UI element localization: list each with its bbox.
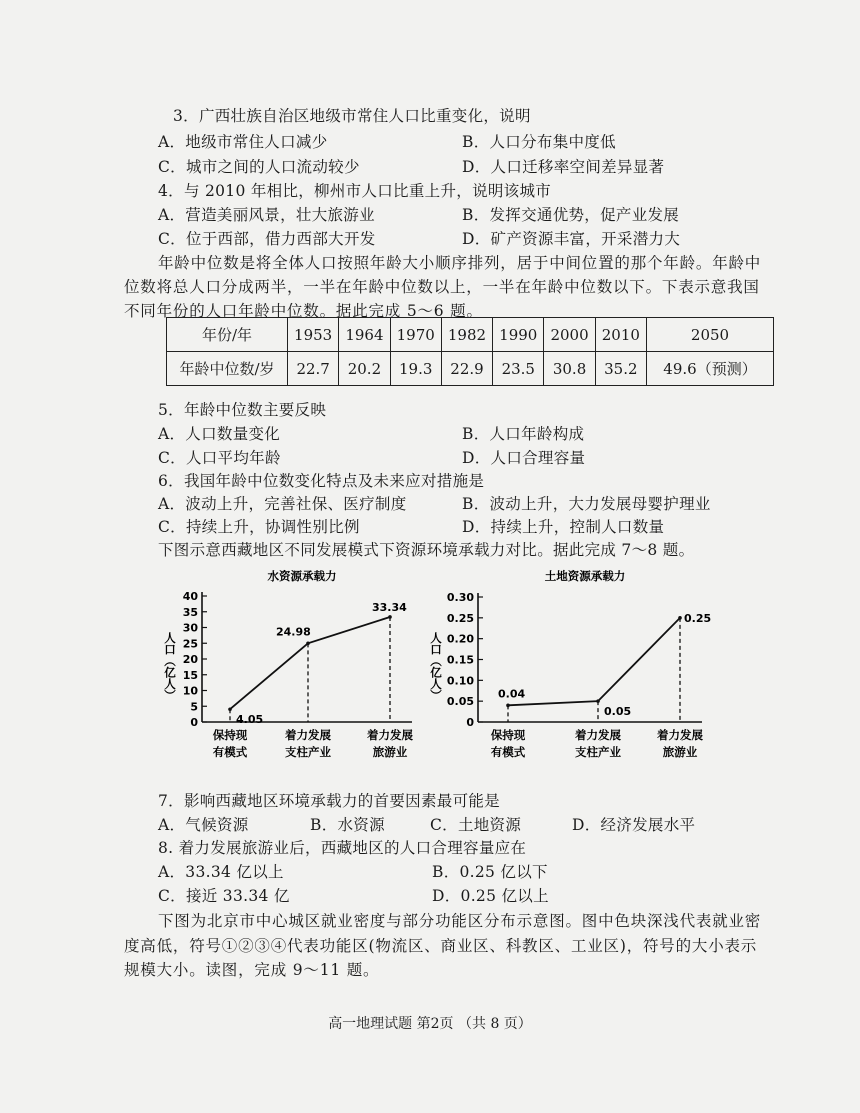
- table-header-year: 年份/年: [167, 318, 288, 352]
- q3-option-b: B．人口分布集中度低: [462, 133, 616, 151]
- q6-option-b: B．波动上升，大力发展母婴护理业: [462, 495, 711, 513]
- x-tick-label: 支柱产业: [285, 745, 331, 759]
- series-line: [508, 618, 680, 706]
- q5-option-a: A．人口数量变化: [158, 425, 281, 443]
- intro3-line2: 度高低，符号①②③④代表功能区(物流区、商业区、科教区、工业区)，符号的大小表示: [124, 937, 758, 955]
- table-cell: 1964: [339, 318, 390, 352]
- chart-title: 水资源承载力: [267, 569, 337, 583]
- table-cell: 2010: [595, 318, 646, 352]
- q6-option-a: A．波动上升，完善社保、医疗制度: [158, 495, 407, 513]
- x-tick-label: 着力发展: [657, 728, 703, 742]
- q5-option-c: C．人口平均年龄: [158, 449, 281, 467]
- y-tick-label: 30: [182, 621, 198, 635]
- q4-stem: 4．与 2010 年相比，柳州市人口比重上升，说明该城市: [158, 182, 552, 200]
- q8-option-c: C．接近 33.34 亿: [158, 887, 290, 905]
- q5-stem: 5．年龄中位数主要反映: [158, 401, 327, 419]
- q6-stem: 6．我国年龄中位数变化特点及未来应对措施是: [158, 472, 485, 490]
- x-tick-label: 着力发展: [285, 728, 331, 742]
- age-median-table: [166, 317, 774, 386]
- table-cell: 2000: [544, 318, 595, 352]
- data-label: 0.04: [498, 687, 526, 701]
- table-cell: 2050: [647, 318, 774, 352]
- intro3-line1: 下图为北京市中心城区就业密度与部分功能区分布示意图。图中色块深浅代表就业密: [158, 912, 762, 930]
- y-tick-label: 0.20: [446, 632, 474, 646]
- q4-option-d: D．矿产资源丰富，开采潜力大: [462, 230, 681, 248]
- table-cell: 19.3: [390, 352, 441, 386]
- intro3-line3: 规模大小。读图，完成 9～11 题。: [124, 961, 380, 979]
- intro1-line3: 不同年份的人口年龄中位数。据此完成 5～6 题。: [124, 302, 483, 320]
- table-cell: 49.6（预测）: [647, 352, 774, 386]
- data-label: 0.05: [604, 705, 632, 719]
- y-tick-label: 0.15: [446, 653, 474, 667]
- table-cell: 22.9: [441, 352, 492, 386]
- q3-option-a: A．地级市常住人口减少: [158, 133, 328, 151]
- y-tick-label: 40: [182, 590, 198, 603]
- y-axis-label: 人口（亿人）: [429, 632, 443, 701]
- data-point: [306, 642, 310, 646]
- data-point: [596, 699, 600, 703]
- x-tick-label: 旅游业: [662, 745, 698, 759]
- q8-option-d: D．0.25 亿以上: [432, 887, 549, 905]
- x-tick-label: 着力发展: [367, 728, 413, 742]
- chart-title: 土地资源承载力: [544, 569, 626, 583]
- y-axis-label: 人口（亿人）: [163, 632, 177, 701]
- table-cell: 30.8: [544, 352, 595, 386]
- q6-option-c: C．持续上升，协调性别比例: [158, 518, 360, 536]
- table-cell: 23.5: [493, 352, 544, 386]
- table-cell: 1953: [288, 318, 339, 352]
- table-cell: 20.2: [339, 352, 390, 386]
- y-tick-label: 0: [466, 716, 474, 729]
- data-label: 0.25: [684, 611, 712, 625]
- q8-option-b: B．0.25 亿以下: [432, 863, 548, 881]
- y-tick-label: 0.25: [446, 611, 474, 625]
- x-tick-label: 旅游业: [372, 745, 408, 759]
- table-cell: 1970: [390, 318, 441, 352]
- intro2: 下图示意西藏地区不同发展模式下资源环境承载力对比。据此完成 7～8 题。: [158, 541, 695, 559]
- data-point: [678, 616, 682, 620]
- q4-option-a: A．营造美丽风景，壮大旅游业: [158, 206, 375, 224]
- q3-option-d: D．人口迁移率空间差异显著: [462, 158, 665, 176]
- q7-option-a: A．气候资源: [158, 816, 249, 834]
- intro1-line1: 年龄中位数是将全体人口按照年龄大小顺序排列，居于中间位置的那个年龄。年龄中: [158, 254, 762, 272]
- table-cell: 1990: [493, 318, 544, 352]
- q6-option-d: D．持续上升，控制人口数量: [462, 518, 665, 536]
- table-row-values: [167, 352, 774, 386]
- table-cell: 35.2: [595, 352, 646, 386]
- x-tick-label: 有模式: [212, 745, 248, 759]
- q7-option-c: C．土地资源: [430, 816, 522, 834]
- x-tick-label: 保持现: [490, 728, 526, 742]
- y-tick-label: 0.10: [446, 674, 474, 688]
- x-tick-label: 保持现: [212, 728, 248, 742]
- y-tick-label: 0: [190, 716, 198, 729]
- q3-option-c: C．城市之间的人口流动较少: [158, 158, 360, 176]
- table-header-median: 年龄中位数/岁: [167, 352, 288, 386]
- q7-option-d: D．经济发展水平: [572, 816, 696, 834]
- x-tick-label: 着力发展: [575, 728, 621, 742]
- data-point: [388, 615, 392, 619]
- data-label: 33.34: [372, 600, 407, 614]
- q7-option-b: B．水资源: [310, 816, 385, 834]
- intro1-line2: 位数将总人口分成两半，一半在年龄中位数以上，一半在年龄中位数以下。下表示意我国: [124, 278, 760, 296]
- q3-stem: 3．广西壮族自治区地级市常住人口比重变化，说明: [173, 107, 531, 125]
- y-tick-label: 0.05: [446, 695, 474, 709]
- data-point: [228, 707, 232, 711]
- q8-option-a: A．33.34 亿以上: [158, 863, 284, 881]
- q5-option-d: D．人口合理容量: [462, 449, 586, 467]
- q8-stem: 8. 着力发展旅游业后，西藏地区的人口合理容量应在: [158, 839, 527, 857]
- y-tick-label: 5: [190, 700, 198, 714]
- water-capacity-chart: [150, 566, 420, 776]
- q5-option-b: B．人口年龄构成: [462, 425, 585, 443]
- data-label: 4.05: [236, 713, 264, 727]
- q4-option-b: B．发挥交通优势，促产业发展: [462, 206, 680, 224]
- x-tick-label: 有模式: [490, 745, 526, 759]
- y-tick-label: 25: [182, 637, 198, 651]
- x-tick-label: 支柱产业: [575, 745, 621, 759]
- y-tick-label: 35: [182, 605, 198, 619]
- y-tick-label: 15: [182, 668, 198, 682]
- y-tick-label: 10: [182, 684, 198, 698]
- y-tick-label: 20: [182, 653, 198, 666]
- table-cell: 22.7: [288, 352, 339, 386]
- data-point: [506, 704, 510, 708]
- data-label: 24.98: [276, 625, 311, 639]
- q7-stem: 7．影响西藏地区环境承载力的首要因素最可能是: [158, 792, 500, 810]
- y-tick-label: 0.30: [446, 591, 474, 604]
- table-row-years: [167, 318, 774, 352]
- page-footer: 高一地理试题 第2页 （共 8 页）: [328, 1016, 532, 1032]
- table-cell: 1982: [441, 318, 492, 352]
- land-capacity-chart: [420, 566, 720, 776]
- q4-option-c: C．位于西部，借力西部大开发: [158, 230, 376, 248]
